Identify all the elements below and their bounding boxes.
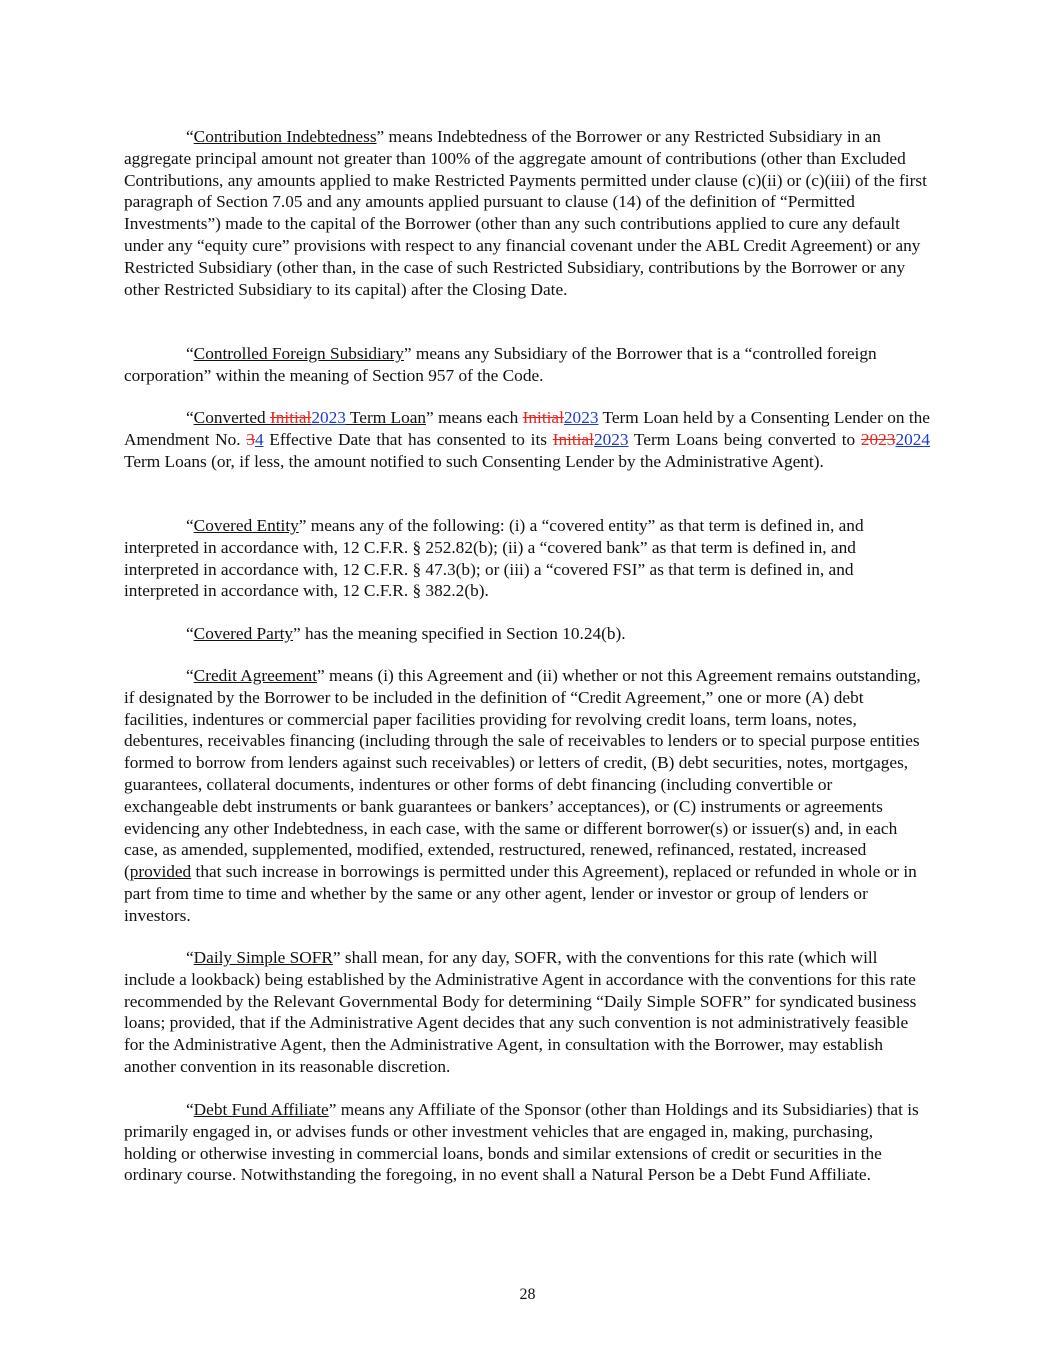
- inserted-text: 2024: [895, 429, 930, 449]
- defined-term: Covered Party: [193, 624, 294, 643]
- inserted-text: 2023: [563, 408, 599, 427]
- provided-word: provided: [129, 862, 192, 882]
- definition-daily-simple-sofr: “Daily Simple SOFR” shall mean, for any day, SOFR, with the conventions for this rate (which will include a lookback) being established by the Administrative Agent in accordance with the conventions for this rate recommended by the Relevant Governmental Body for determining “Daily Simple SOFR” for syndicated business loans; provided, that if the Administrative Agent decides that any such convention is not administratively feasible for the Administrative Agent, then the Administrative Agent, in consultation with the Borrower, may establish another convention in its reasonable discretion.: [124, 948, 917, 1076]
- definition-body: means (i) this Agreement and (ii) whether or not this Agreement remains outstanding, if designated by the Borrower to be included in the definition of “Credit Agreement,” one or more (A) debt facilities, indentures or commercial paper facilities providing for revolving credit loans, term loans, notes, debentures, receivables financing (including through the sale of receivables to lenders or to special purpose entities formed to borrow from lenders against such receivables) or letters of credit, (B) debt securities, notes, mortgages, guarantees, collateral documents, indentures or other forms of debt financing (including convertible or exchangeable debt instruments or bank guarantees or bankers’ acceptances), or (C) instruments or agreements evidencing any other Indebtedness, in each case, with the same or different borrower(s) or issuer(s) and, in each case, as amended, supplemented, modified, extended, restructured, renewed, refinanced, restated, increased (: [124, 666, 921, 882]
- defined-term: Controlled Foreign Subsidiary: [193, 344, 404, 363]
- page-number: 28: [519, 1286, 536, 1303]
- term-text: Term Loan: [345, 408, 427, 427]
- deleted-text: 3: [246, 429, 255, 449]
- term-text: Converted: [193, 408, 271, 427]
- definition-body: Term Loan held by a Consenting Lender on the Amendment No.: [124, 408, 930, 449]
- definition-body: Term Loans being converted to: [628, 429, 861, 449]
- deleted-text: Initial: [270, 408, 312, 427]
- definition-body: means any Affiliate of the Sponsor (other than Holdings and its Subsidiaries) that is primarily engaged in, or advises funds or other investment vehicles that are engaged in, making, purchasing, holding or otherwise investing in commercial loans, bonds and similar extensions of credit or securities in the ordinary course. Notwithstanding the foregoing, in no event shall a Natural Person be a Debt Fund Affiliate.: [124, 1100, 919, 1185]
- inserted-text: 4: [254, 429, 264, 449]
- inserted-text: 2023: [593, 429, 629, 449]
- deleted-text: Initial: [522, 408, 564, 427]
- defined-term: Covered Entity: [193, 516, 299, 535]
- definition-debt-fund-affiliate: “Debt Fund Affiliate” means any Affiliate of the Sponsor (other than Holdings and its Subsidiaries) that is primarily engaged in, or advises funds or other investment vehicles that are engaged in, making, purchasing, holding or otherwise investing in commercial loans, bonds and similar extensions of credit or securities in the ordinary course. Notwithstanding the foregoing, in no event shall a Natural Person be a Debt Fund Affiliate.: [124, 1100, 919, 1185]
- definition-covered-entity: “Covered Entity” means any of the following: (i) a “covered entity” as that term is defined in, and interpreted in accordance with, 12 C.F.R. § 252.82(b); (ii) a “covered bank” as that term is defined in, and interpreted in accordance with, 12 C.F.R. § 47.3(b); or (iii) a “covered FSI” as that term is defined in, and interpreted in accordance with, 12 C.F.R. § 382.2(b).: [124, 516, 864, 601]
- definition-contribution-indebtedness: “Contribution Indebtedness” means Indebtedness of the Borrower or any Restricted Subsidiary in an aggregate principal amount not greater than 100% of the aggregate amount of contributions (other than Excluded Contributions, any amounts applied to make Restricted Payments permitted under clause (c)(ii) or (c)(iii) of the first paragraph of Section 7.05 and any amounts applied pursuant to clause (14) of the definition of “Permitted Investments”) made to the capital of the Borrower (other than any such contributions applied to cure any default under any “equity cure” provisions with respect to any financial covenant under the ABL Credit Agreement) or any Restricted Subsidiary (other than, in the case of such Restricted Subsidiary, contributions by the Borrower or any other Restricted Subsidiary to its capital) after the Closing Date.: [124, 127, 927, 299]
- definition-converted-term-loan: “Converted Initial2023 Term Loan” means each Initial2023 Term Loan held by a Consenting Lender on the Amendment No. 34 Effective Date that has consented to its Initial2023 Term Loans being converted to 20232024 Term Loans (or, if less, the amount notified to such Consenting Lender by the Administrative Agent).: [124, 408, 930, 471]
- definition-controlled-foreign-subsidiary: “Controlled Foreign Subsidiary” means any Subsidiary of the Borrower that is a “controlled foreign corporation” within the meaning of Section 957 of the Code.: [124, 344, 877, 385]
- definition-body: means any of the following: (i) a “covered entity” as that term is defined in, and interpreted in accordance with, 12 C.F.R. § 252.82(b); (ii) a “covered bank” as that term is defined in, and interpreted in accordance with, 12 C.F.R. § 47.3(b); or (iii) a “covered FSI” as that term is defined in, and interpreted in accordance with, 12 C.F.R. § 382.2(b).: [124, 516, 864, 601]
- deleted-text: Initial: [552, 429, 594, 449]
- definition-body: has the meaning specified in Section 10.24(b).: [300, 624, 626, 643]
- definition-body: Term Loans (or, if less, the amount notified to such Consenting Lender by the Administrative Agent).: [124, 451, 824, 471]
- definition-body: Effective Date that has consented to its: [263, 429, 553, 449]
- defined-term: Credit Agreement: [193, 666, 318, 685]
- definition-body: that such increase in borrowings is permitted under this Agreement), replaced or refunded in whole or in part from time to time and whether by the same or any other agent, lender or investor or group of lenders or investors.: [124, 862, 917, 925]
- defined-term: Contribution Indebtedness: [193, 127, 377, 146]
- defined-term: Daily Simple SOFR: [193, 948, 333, 967]
- definition-body: means any Subsidiary of the Borrower that is a “controlled foreign corporation” within the meaning of Section 957 of the Code.: [124, 344, 877, 385]
- deleted-text: 2023: [860, 429, 896, 449]
- defined-term: [194, 408, 426, 427]
- definition-body: shall mean, for any day, SOFR, with the conventions for this rate (which will include a lookback) being established by the Administrative Agent in accordance with the conventions for this rate recommended by the Relevant Governmental Body for determining “Daily Simple SOFR” for syndicated business loans; provided, that if the Administrative Agent decides that any such convention is not administratively feasible for the Administrative Agent, then the Administrative Agent, in consultation with the Borrower, may establish another convention in its reasonable discretion.: [124, 948, 917, 1076]
- definition-body: means each: [433, 408, 523, 427]
- definition-covered-party: “Covered Party” has the meaning specified in Section 10.24(b).: [186, 624, 626, 643]
- definition-credit-agreement: “Credit Agreement” means (i) this Agreement and (ii) whether or not this Agreement remains outstanding, if designated by the Borrower to be included in the definition of “Credit Agreement,” one or more (A) debt facilities, indentures or commercial paper facilities providing for revolving credit loans, term loans, notes, debentures, receivables financing (including through the sale of receivables to lenders or to special purpose entities formed to borrow from lenders against such receivables) or letters of credit, (B) debt securities, notes, mortgages, guarantees, collateral documents, indentures or other forms of debt financing (including convertible or exchangeable debt instruments or bank guarantees or bankers’ acceptances), or (C) instruments or agreements evidencing any other Indebtedness, in each case, with the same or different borrower(s) or issuer(s) and, in each case, as amended, supplemented, modified, extended, restructured, renewed, refinanced, restated, increased (provided that such increase in borrowings is permitted under this Agreement), replaced or refunded in whole or in part from time to time and whether by the same or any other agent, lender or investor or group of lenders or investors.: [124, 666, 921, 925]
- defined-term: Debt Fund Affiliate: [193, 1100, 329, 1119]
- inserted-text: 2023: [311, 408, 346, 427]
- definition-body: means Indebtedness of the Borrower or any Restricted Subsidiary in an aggregate principal amount not greater than 100% of the aggregate amount of contributions (other than Excluded Contributions, any amounts applied to make Restricted Payments permitted under clause (c)(ii) or (c)(iii) of the first paragraph of Section 7.05 and any amounts applied pursuant to clause (14) of the definition of “Permitted Investments”) made to the capital of the Borrower (other than any such contributions applied to cure any default under any “equity cure” provisions with respect to any financial covenant under the ABL Credit Agreement) or any Restricted Subsidiary (other than, in the case of such Restricted Subsidiary, contributions by the Borrower or any other Restricted Subsidiary to its capital) after the Closing Date.: [124, 127, 927, 299]
